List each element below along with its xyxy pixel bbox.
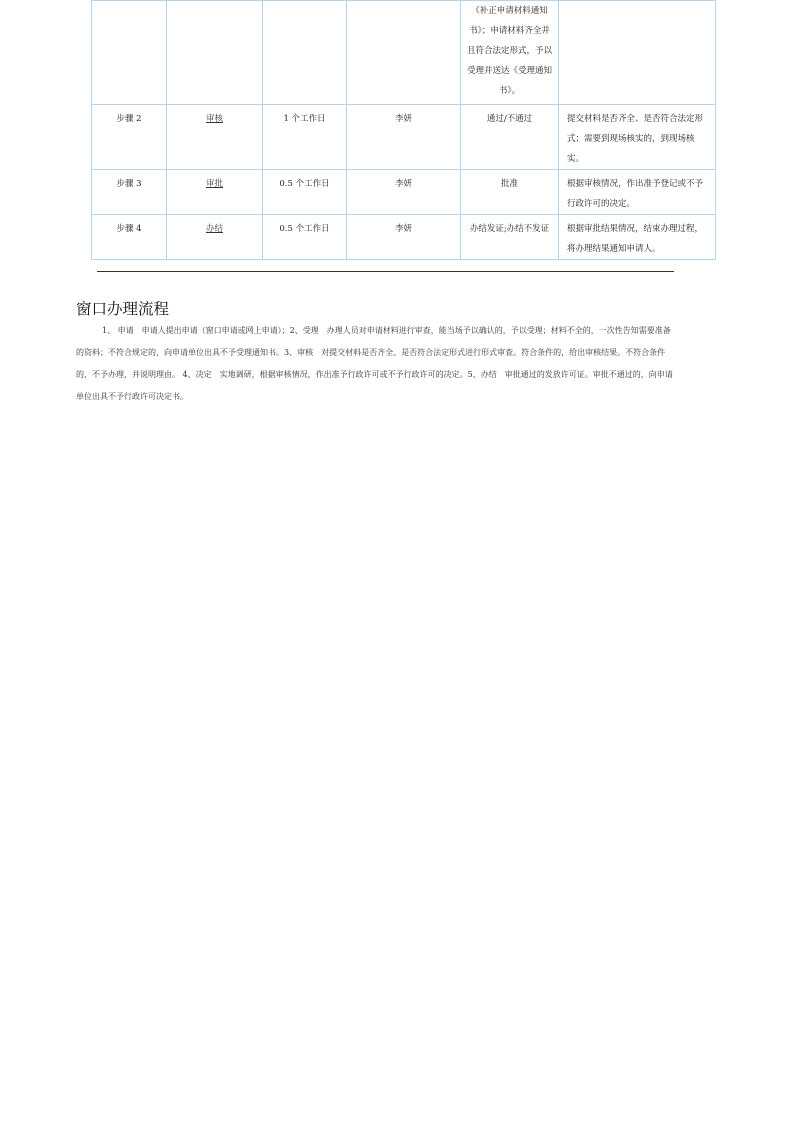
time-cell: 1 个工作日 [263,105,347,170]
step-cell: 步骤 3 [92,170,167,215]
person-cell: 李妍 [347,215,461,260]
result-cell: 通过/不通过 [461,105,559,170]
stage-link[interactable]: 审批 [205,179,223,189]
time-cell: 0.5 个工作日 [263,170,347,215]
link-cell [167,1,263,105]
process-table [91,0,716,260]
link-cell [167,215,263,260]
note-cell [559,1,716,105]
table-row [92,105,716,170]
note-cell: 提交材料是否齐全、是否符合法定形式；需要到现场核实的，到现场核实。 [559,105,716,170]
step-cell: 步骤 4 [92,215,167,260]
table-row [92,1,716,105]
person-cell: 李妍 [347,105,461,170]
stage-link[interactable]: 办结 [205,224,223,234]
person-cell [347,1,461,105]
table-row [92,170,716,215]
link-cell [167,105,263,170]
link-cell [167,170,263,215]
section-body: 1、 申请 申请人提出申请（窗口申请或网上申请）；2、受理 办理人员对申请材料进行审查，能当场予以确认的，予以受理；材料不全的，一次性告知需要准备的资料；不符合规定的，向申请单位出具不予受理通知书。3、审核 对提交材料是否齐全、是否符合法定形式进行形式审查。符合条件的，给出审核结果。不符合条件的，不予办理，并说明理由。 4、决定 实地调研，根据审核情况，作出准予行政许可或不予行政许可的决定。5、办结 审批通过的发放许可证。审批不通过的，向申请单位出具不予行政许可决定书。 [76,326,673,401]
step-cell [92,1,167,105]
horizontal-divider [97,271,674,272]
result-cell: 批准 [461,170,559,215]
time-cell [263,1,347,105]
result-cell: 《补正申请材料通知书》；申请材料齐全并且符合法定形式，予以受理并送达《受理通知书》。 [461,1,559,105]
time-cell: 0.5 个工作日 [263,215,347,260]
section-title: 窗口办理流程 [76,300,170,318]
stage-link[interactable]: 审核 [205,114,223,124]
table-row [92,215,716,260]
step-cell: 步骤 2 [92,105,167,170]
person-cell: 李妍 [347,170,461,215]
note-cell: 根据审核情况，作出准予登记或不予行政许可的决定。 [559,170,716,215]
note-cell: 根据审批结果情况，结束办理过程，将办理结果通知申请人。 [559,215,716,260]
result-cell: 办结发证;办结不发证 [461,215,559,260]
